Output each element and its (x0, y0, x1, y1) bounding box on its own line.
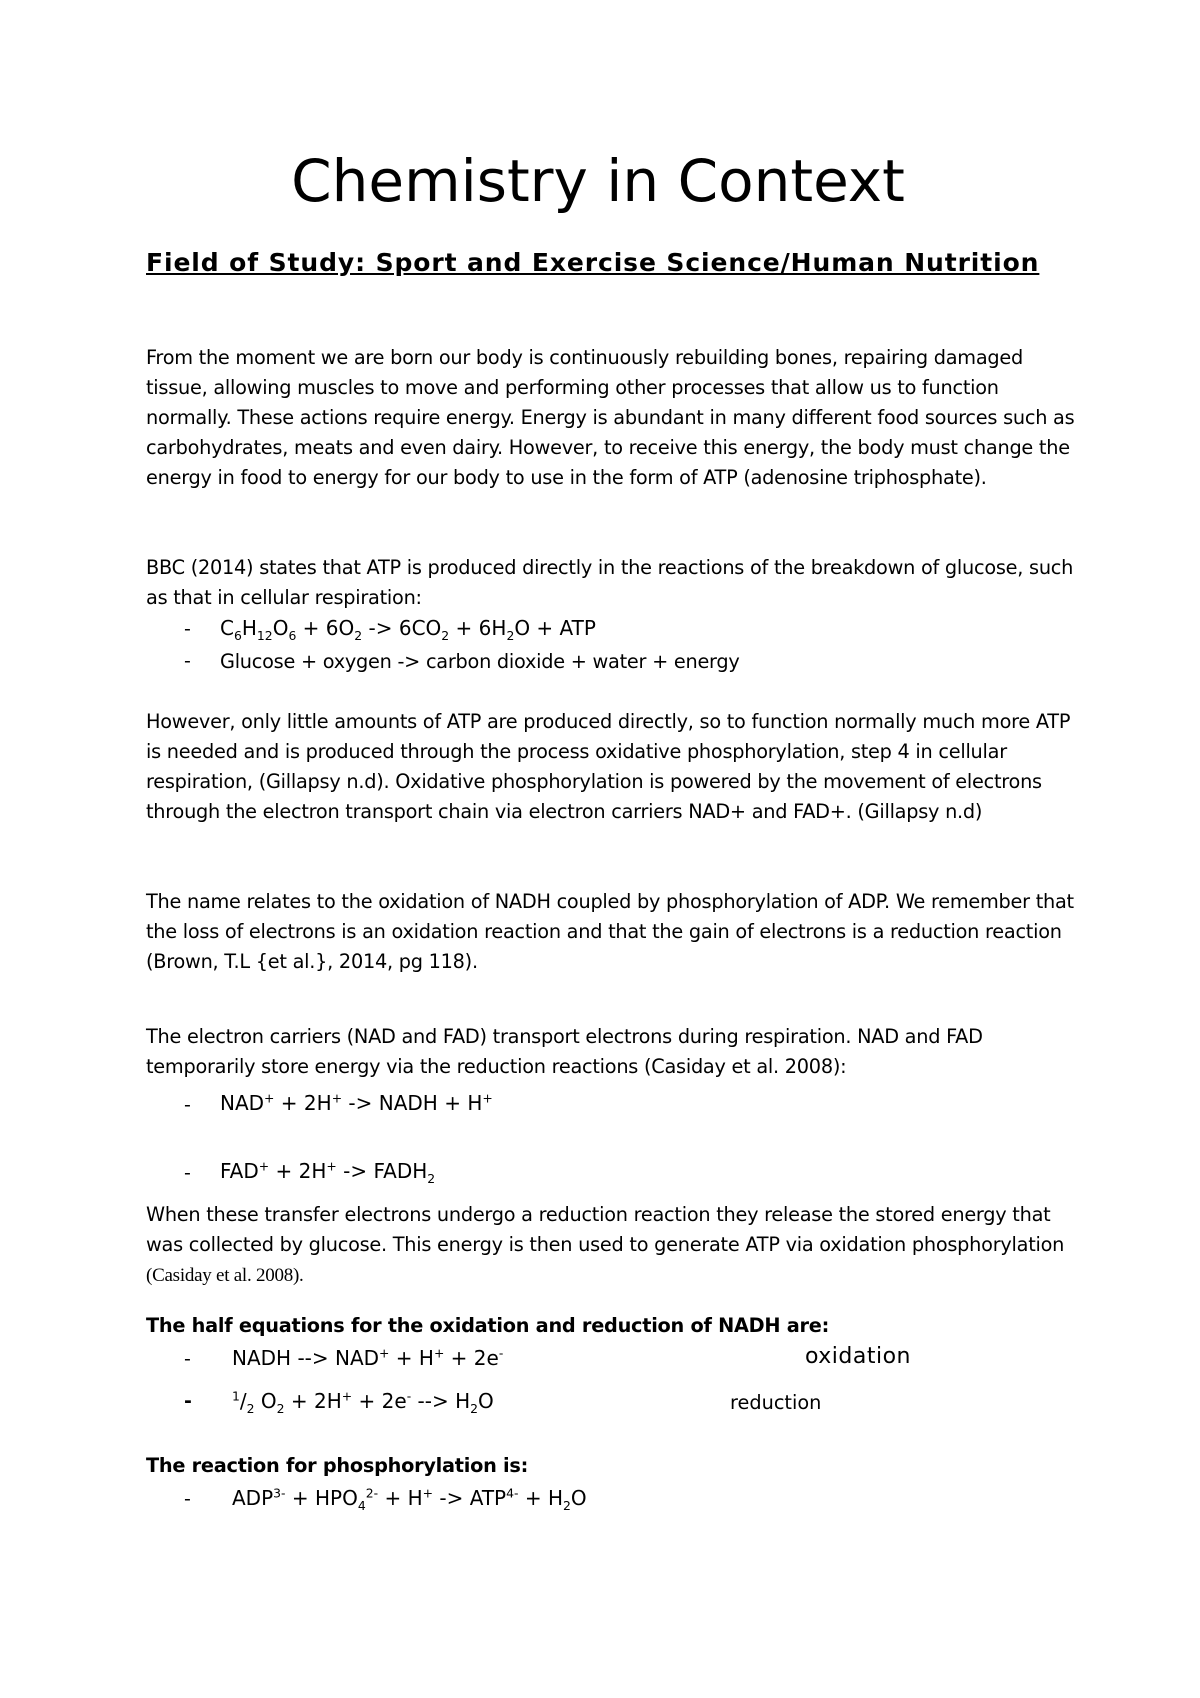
equation-text: $C_6H_{12}O_6 + 6O_2 -> 6CO_2 + 6H_2O$ + ATP (220, 616, 596, 643)
equation-text: $^1/_2$ $O_2 + 2H^+ + 2e^-$ --> $H_2O$ (232, 1388, 494, 1416)
reduction-label: reduction (730, 1391, 822, 1414)
fad-reduction-equation (146, 1156, 1086, 1190)
release-citation: (Casiday et al. 2008). (146, 1265, 304, 1286)
intro-paragraph: From the moment we are born our body is continuously rebuilding bones, repairing damaged tissue, allowing muscles to move and performing other processes that allow us to function normally. These actions require energy. Energy is abundant in many different food sources such as carbohydrates, meats and even dairy. However, to receive this energy, the body must change the energy in food to energy for our body to use in the form of ATP (adenosine triphosphate). (146, 346, 1075, 489)
bullet: - (184, 1348, 191, 1370)
nad-reduction-equation (146, 1088, 1086, 1122)
electron-carriers-paragraph: The electron carriers (NAD and FAD) transport electrons during respiration. NAD and FAD temporarily store energy via the reduction reactions (Casiday et al. 2008): (146, 1025, 983, 1078)
equation-text: NAD+ + 2H+ -> NADH + H+ (220, 1090, 493, 1115)
bullet: - (184, 1488, 191, 1510)
nadh-oxidation-equation (146, 1342, 1086, 1378)
name-relates-paragraph: The name relates to the oxidation of NADH coupled by phosphorylation of ADP. We remember that the loss of electrons is an oxidation reaction and that the gain of electrons is a reduction reaction (Brown, T.L {et al.}, 2014, pg 118). (146, 890, 1074, 973)
release-text: When these transfer electrons undergo a reduction reaction they release the stored energy that was collected by glucose. This energy is then used to generate ATP via oxidation phosphorylation (146, 1203, 1065, 1256)
equation-text: $FAD^+ + 2H^+ -> FADH_2$ (220, 1158, 436, 1186)
half-equations-heading: The half equations for the oxidation and reduction of NADH are: (146, 1314, 830, 1337)
equation-text: NADH --> NAD+ + H+ + 2e- (232, 1345, 504, 1370)
bullet: - (184, 1162, 191, 1184)
bullet: - (184, 618, 191, 640)
oxidative-phosphorylation-paragraph: However, only little amounts of ATP are produced directly, so to function normally much more ATP is needed and is produced through the process oxidative phosphorylation, step 4 in cellular respiration, (Gillapsy n.d). Oxidative phosphorylation is powered by the movement of electrons through the electron transport chain via electron carriers NAD+ and FAD+. (Gillapsy n.d) (146, 710, 1071, 823)
phosphorylation-heading: The reaction for phosphorylation is: (146, 1454, 529, 1477)
respiration-chemical-equation (146, 614, 1086, 648)
oxidation-label: oxidation (805, 1344, 912, 1369)
release-energy-paragraph (146, 1200, 1086, 1291)
equation-text: Glucose + oxygen -> carbon dioxide + water + energy (220, 650, 740, 673)
bullet: - (184, 1094, 191, 1116)
phosphorylation-equation (146, 1482, 1086, 1518)
document-page (146, 0, 1076, 1698)
bullet: - (184, 1390, 192, 1412)
bbc-paragraph: BBC (2014) states that ATP is produced directly in the reactions of the breakdown of glucose, such as that in cellular respiration: (146, 556, 1074, 609)
oxygen-reduction-equation (146, 1384, 1086, 1422)
bullet: - (184, 650, 191, 672)
field-of-study-heading: Field of Study: Sport and Exercise Science/Human Nutrition (146, 248, 1040, 277)
page-title: Chemistry in Context (291, 147, 905, 215)
respiration-word-equation (146, 648, 1086, 680)
equation-text: $ADP^{3-} + HPO_4^{2-} + H^+ -> ATP^{4-} + H_2O$ (232, 1485, 587, 1513)
